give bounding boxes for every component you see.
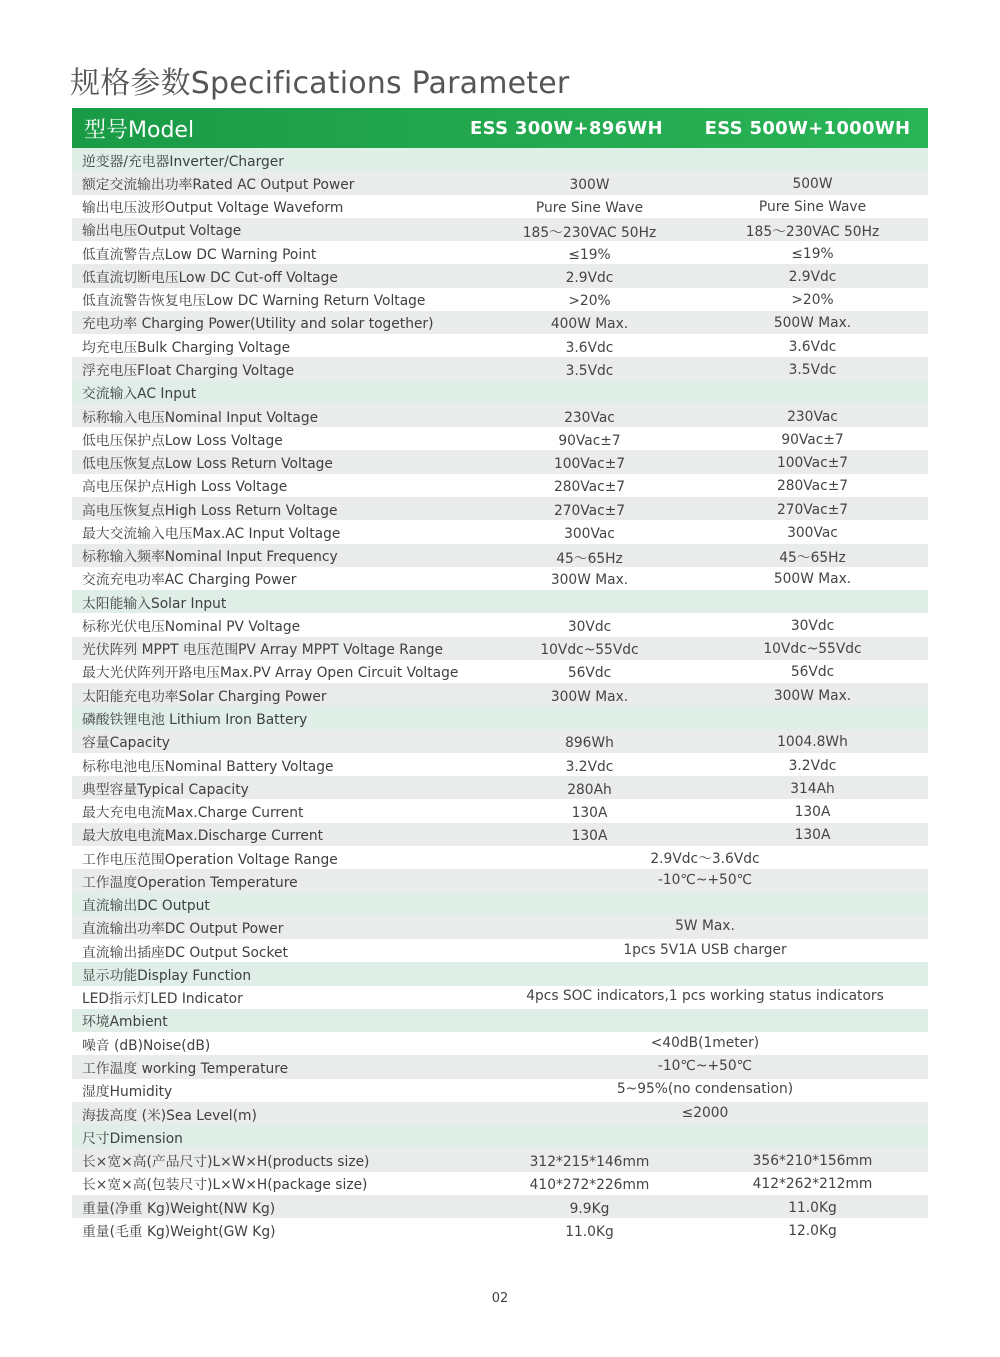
spec-value-model-2: 185～230VAC 50Hz — [745, 224, 880, 241]
spec-label: 重量(毛重 Kg)Weight(GW Kg) — [82, 1223, 276, 1240]
spec-value-model-1: 230Vac — [564, 409, 615, 426]
table-row — [72, 916, 928, 939]
spec-value-model-1: 2.9Vdc — [565, 269, 614, 286]
spec-value-model-1: ≤19% — [568, 246, 611, 263]
spec-value-model-2: 500W Max. — [773, 315, 852, 332]
table-row — [72, 357, 928, 380]
spec-value-model-1: 280Vac±7 — [553, 479, 626, 496]
section-title: 显示功能Display Function — [82, 967, 252, 984]
spec-value-model-2: 230Vac — [787, 408, 838, 425]
spec-value-model-2: 356*210*156mm — [752, 1153, 873, 1170]
section-title: 太阳能输入Solar Input — [82, 595, 227, 612]
spec-value-model-1: 185～230VAC 50Hz — [522, 225, 657, 242]
spec-value-shared: 5W Max. — [675, 918, 735, 935]
table-row — [72, 450, 928, 473]
table-row — [72, 637, 928, 660]
spec-label: 均充电压Bulk Charging Voltage — [82, 339, 291, 356]
table-row — [72, 218, 928, 241]
spec-label: 最大充电电流Max.Charge Current — [82, 805, 304, 822]
spec-label: 太阳能充电功率Solar Charging Power — [82, 688, 327, 705]
header-model-2: ESS 500W+1000WH — [704, 117, 911, 139]
spec-value-model-1: 130A — [571, 805, 608, 822]
spec-value-model-1: 280Ah — [567, 781, 612, 798]
table-row — [72, 730, 928, 753]
table-row — [72, 1195, 928, 1218]
spec-value-model-2: 3.6Vdc — [788, 338, 837, 355]
spec-label: 最大放电电流Max.Discharge Current — [82, 828, 324, 845]
spec-value-model-1: >20% — [568, 293, 611, 310]
section-title: 逆变器/充电器Inverter/Charger — [82, 153, 284, 170]
table-row — [72, 241, 928, 264]
table-row — [72, 660, 928, 683]
section-title: 直流输出DC Output — [82, 898, 210, 915]
table-row — [72, 613, 928, 636]
spec-value-model-2: 10Vdc~55Vdc — [763, 641, 862, 658]
table-row — [72, 404, 928, 427]
section-title: 环境Ambient — [82, 1014, 168, 1031]
spec-value-model-1: 56Vdc — [567, 665, 612, 682]
spec-label: 高电压恢复点High Loss Return Voltage — [82, 502, 338, 519]
spec-label: 交流充电功率AC Charging Power — [82, 572, 297, 589]
spec-value-model-1: 300W — [569, 176, 610, 193]
table-row — [72, 1218, 928, 1241]
spec-label: 湿度Humidity — [82, 1084, 173, 1101]
table-row — [72, 497, 928, 520]
table-row — [72, 288, 928, 311]
spec-value-model-2: 300Vac — [787, 524, 838, 541]
spec-value-model-1: Pure Sine Wave — [535, 200, 644, 217]
spec-value-model-2: 300W Max. — [773, 687, 852, 704]
spec-value-shared: ≤2000 — [681, 1104, 729, 1121]
spec-label: 最大交流输入电压Max.AC Input Voltage — [82, 525, 341, 542]
spec-label: 工作电压范围Operation Voltage Range — [82, 851, 338, 868]
table-row — [72, 1032, 928, 1055]
spec-value-model-1: 300Vac — [564, 525, 615, 542]
table-row — [72, 195, 928, 218]
spec-label: 典型容量Typical Capacity — [82, 781, 249, 798]
table-row — [72, 567, 928, 590]
spec-value-model-2: 3.5Vdc — [788, 362, 837, 379]
spec-label: 工作温度 working Temperature — [82, 1060, 289, 1077]
section-title: 磷酸铁锂电池 Lithium Iron Battery — [82, 712, 308, 728]
header-model-label: 型号Model — [84, 117, 195, 143]
spec-label: 长×宽×高(产品尺寸)L×W×H(products size) — [82, 1154, 370, 1171]
spec-label: 光伏阵列 MPPT 电压范围PV Array MPPT Voltage Range — [82, 642, 444, 659]
spec-value-model-2: 3.2Vdc — [788, 757, 837, 774]
spec-value-model-2: 12.0Kg — [788, 1222, 837, 1239]
table-row — [72, 264, 928, 287]
spec-value-model-1: 11.0Kg — [565, 1223, 614, 1240]
spec-value-model-1: 10Vdc~55Vdc — [540, 642, 639, 659]
spec-label: 长×宽×高(包装尺寸)L×W×H(package size) — [82, 1177, 368, 1194]
spec-label: 低电压保护点Low Loss Voltage — [82, 432, 283, 449]
table-row — [72, 869, 928, 892]
spec-value-model-1: 9.9Kg — [569, 1200, 610, 1217]
spec-value-shared: 2.9Vdc～3.6Vdc — [650, 850, 760, 867]
table-row — [72, 776, 928, 799]
section-row — [72, 1009, 928, 1032]
spec-value-model-1: 400W Max. — [550, 316, 629, 333]
spec-label: 容量Capacity — [82, 735, 170, 752]
table-row — [72, 939, 928, 962]
spec-label: 低直流警告点Low DC Warning Point — [82, 246, 317, 263]
table-row — [72, 753, 928, 776]
table-row — [72, 846, 928, 869]
spec-value-model-1: 410*272*226mm — [529, 1177, 650, 1194]
spec-value-model-2: 314Ah — [790, 780, 835, 797]
table-row — [72, 171, 928, 194]
spec-label: 低直流切断电压Low DC Cut-off Voltage — [82, 269, 338, 286]
spec-value-model-1: 3.5Vdc — [565, 363, 614, 380]
spec-value-shared: 5~95%(no condensation) — [616, 1081, 794, 1098]
spec-label: 标称输入电压Nominal Input Voltage — [82, 409, 319, 426]
spec-value-model-1: 3.2Vdc — [565, 758, 614, 775]
spec-label: LED指示灯LED Indicator — [82, 991, 243, 1008]
page-number: 02 — [491, 1291, 509, 1306]
spec-value-model-1: 90Vac±7 — [558, 432, 621, 449]
spec-value-model-1: 896Wh — [565, 735, 614, 752]
spec-value-model-2: 45～65Hz — [779, 550, 846, 567]
spec-value-model-1: 312*215*146mm — [529, 1154, 650, 1171]
spec-value-model-2: Pure Sine Wave — [758, 199, 867, 216]
spec-value-model-2: ≤19% — [791, 245, 834, 262]
spec-value-model-1: 130A — [571, 828, 608, 845]
section-row — [72, 590, 928, 613]
table-row — [72, 1172, 928, 1195]
spec-value-model-2: 500W Max. — [773, 571, 852, 588]
spec-value-model-1: 300W Max. — [550, 572, 629, 589]
spec-value-model-2: 130A — [794, 804, 831, 821]
spec-value-shared: 4pcs SOC indicators,1 pcs working status indicators — [526, 988, 884, 1005]
table-header — [72, 108, 928, 148]
spec-label: 最大光伏阵列开路电压Max.PV Array Open Circuit Voltage — [82, 665, 459, 682]
spec-label: 输出电压波形Output Voltage Waveform — [82, 200, 344, 217]
spec-value-model-2: 11.0Kg — [788, 1199, 837, 1216]
spec-value-model-2: 90Vac±7 — [781, 431, 844, 448]
spec-label: 输出电压Output Voltage — [82, 223, 242, 240]
spec-value-model-2: 500W — [792, 175, 833, 192]
spec-value-model-2: 100Vac±7 — [776, 455, 849, 472]
spec-table — [72, 108, 928, 1241]
spec-value-model-2: 270Vac±7 — [776, 501, 849, 518]
spec-label: 浮充电压Float Charging Voltage — [82, 363, 295, 380]
spec-label: 直流输出功率DC Output Power — [82, 921, 284, 938]
section-row — [72, 1125, 928, 1148]
table-row — [72, 1102, 928, 1125]
header-model-1: ESS 300W+896WH — [470, 117, 663, 139]
table-row — [72, 520, 928, 543]
spec-label: 噪音 (dB)Noise(dB) — [82, 1037, 211, 1054]
table-row — [72, 1148, 928, 1171]
table-row — [72, 683, 928, 706]
spec-label: 工作温度Operation Temperature — [82, 874, 298, 891]
spec-value-model-1: 30Vdc — [567, 618, 612, 635]
spec-value-model-1: 100Vac±7 — [553, 456, 626, 473]
spec-value-shared: 1pcs 5V1A USB charger — [623, 941, 787, 958]
spec-label: 重量(净重 Kg)Weight(NW Kg) — [82, 1200, 276, 1217]
spec-label: 标称光伏电压Nominal PV Voltage — [82, 618, 301, 635]
spec-value-model-2: 412*262*212mm — [752, 1176, 873, 1193]
spec-value-shared: <40dB(1meter) — [650, 1034, 760, 1051]
spec-value-model-1: 3.6Vdc — [565, 339, 614, 356]
spec-label: 直流输出插座DC Output Socket — [82, 944, 288, 961]
table-row — [72, 1055, 928, 1078]
spec-value-model-2: 280Vac±7 — [776, 478, 849, 495]
spec-label: 高电压保护点High Loss Voltage — [82, 479, 288, 496]
spec-label: 低直流警告恢复电压Low DC Warning Return Voltage — [82, 293, 426, 310]
section-title: 尺寸Dimension — [82, 1130, 183, 1147]
table-row — [72, 474, 928, 497]
section-row — [72, 706, 928, 729]
table-row — [72, 799, 928, 822]
spec-value-model-2: 2.9Vdc — [788, 268, 837, 285]
spec-value-model-1: 45～65Hz — [556, 551, 623, 568]
spec-label: 充电功率 Charging Power(Utility and solar together) — [82, 316, 434, 333]
table-row — [72, 334, 928, 357]
spec-value-model-1: 270Vac±7 — [553, 502, 626, 519]
section-title: 交流输入AC Input — [82, 386, 197, 403]
spec-value-model-2: 130A — [794, 827, 831, 844]
spec-label: 标称电池电压Nominal Battery Voltage — [82, 758, 334, 775]
section-row — [72, 962, 928, 985]
table-row — [72, 1079, 928, 1102]
table-body — [72, 148, 928, 1241]
table-row — [72, 427, 928, 450]
spec-value-model-2: 56Vdc — [790, 664, 835, 681]
table-row — [72, 311, 928, 334]
table-row — [72, 823, 928, 846]
section-row — [72, 893, 928, 916]
spec-label: 标称输入频率Nominal Input Frequency — [82, 549, 338, 566]
spec-label: 海拔高度 (米)Sea Level(m) — [82, 1107, 257, 1124]
spec-label: 低电压恢复点Low Loss Return Voltage — [82, 456, 333, 473]
spec-value-shared: -10℃~+50℃ — [657, 1057, 753, 1074]
spec-value-model-2: 1004.8Wh — [777, 734, 848, 751]
table-row — [72, 986, 928, 1009]
spec-value-model-2: 30Vdc — [790, 617, 835, 634]
spec-value-model-2: >20% — [791, 292, 834, 309]
spec-value-model-1: 300W Max. — [550, 688, 629, 705]
section-row — [72, 148, 928, 171]
spec-label: 额定交流输出功率Rated AC Output Power — [82, 176, 355, 193]
spec-value-shared: -10℃~+50℃ — [657, 871, 753, 888]
table-row — [72, 544, 928, 567]
page-title: 规格参数Specifications Parameter — [70, 66, 570, 101]
section-row — [72, 381, 928, 404]
